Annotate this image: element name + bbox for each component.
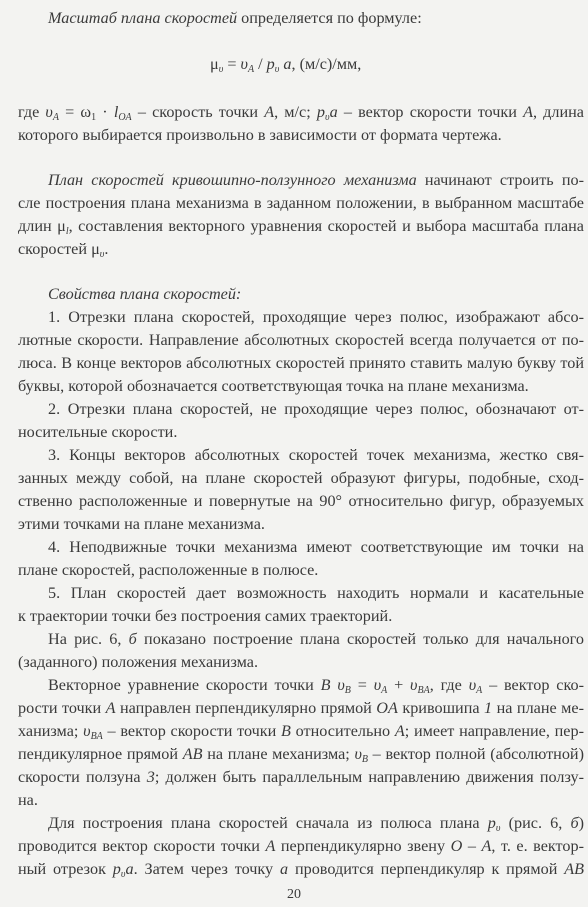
text-line: пендикулярное прямой AB на плане механизма; $\upsilon_B$ – вектор полной (абсолютной) [18, 745, 584, 765]
text-line: буквы, которой обозначается соответствующая точка на плане механизма. [18, 377, 529, 395]
text-line: 1. Отрезки плана скоростей, проходящие через полюс, изображают абсо- [48, 308, 584, 326]
text-line: на. [18, 791, 38, 809]
text-line: плане скоростей, расположенные в полюсе. [18, 561, 319, 579]
text-line: рости точки A направлен перпендикулярно прямой OA кривошипа 1 на плане ме- [18, 699, 584, 717]
text-line: Для построения плана скоростей сначала из полюса плана $p_\upsilon$ (рис. 6, б) [48, 814, 584, 834]
text-line: На рис. 6, б показано построение плана скоростей только для начального [48, 630, 584, 648]
text-line: скорости ползуна 3; должен быть параллельным направлению движения ползу- [18, 768, 585, 786]
text-line: где $\upsilon_A = \omega_1 \cdot l_{OA}$ – скорость точки A, м/с; $p_\upsilon a$ – вектор скорости точки A, длина [18, 103, 584, 123]
text-line: к траектории точки без построения самих траекторий. [18, 607, 393, 625]
text-line: носительные скорости. [18, 423, 178, 441]
text-line: проводится вектор скорости точки A перпендикулярно звену O – A, т. е. вектор- [18, 837, 585, 855]
text-line: ханизма; $\upsilon_{BA}$ – вектор скорости точки B относительно A; имеет направление, пер- [18, 722, 584, 742]
text-line: Масштаб плана скоростей определяется по формуле: [48, 9, 422, 27]
text-line: 3. Концы векторов абсолютных скоростей точек механизма, жестко свя- [48, 446, 584, 464]
text-line: План скоростей кривошипно-ползунного механизма начинают строить по- [48, 171, 584, 189]
text-line: которого выбирается произвольно в зависимости от формата чертежа. [18, 126, 502, 144]
text-line: 2. Отрезки плана скоростей, не проходящие через полюс, обозначают от- [48, 400, 584, 418]
text-line: ственно расположенные и повернутые на 90° относительно фигур, образуемых [18, 492, 584, 510]
text-line: ный отрезок $p_\upsilon a$. Затем через точку a проводится перпендикуляр к прямой AB [18, 860, 585, 880]
text-line: этими точками на плане механизма. [18, 515, 265, 533]
text-line: (заданного) положения механизма. [18, 653, 258, 671]
text-line: длин $\mu_l$, составления векторного уравнения скоростей и выбора масштаба плана [18, 217, 584, 237]
text-line: 5. План скоростей дает возможность находить нормали и касательные [48, 584, 584, 602]
text-line: 4. Неподвижные точки механизма имеют соответствующие им точки на [48, 538, 584, 556]
text-line: лютные скорости. Направление абсолютных скоростей всегда получается от по- [18, 331, 584, 349]
text-line: занных между собой, на плане скоростей образуют фигуры, подобные, сход- [18, 469, 584, 487]
formula-scale: $\mu_\upsilon = \upsilon_A / p_\upsilon$ a, (м/с)/мм, [210, 55, 362, 75]
text-line: сле построения плана механизма в заданном положении, в выбранном масштабе [18, 194, 584, 212]
section-heading: Свойства плана скоростей: [48, 285, 242, 303]
text-line: Векторное уравнение скорости точки B $\upsilon_B = \upsilon_A + \upsilon_{BA}$, где $\upsilon_A$ – вектор ско- [48, 676, 584, 696]
page-number: 20 [287, 887, 301, 902]
text-line: люса. В конце векторов абсолютных скоростей принято ставить малую букву той [18, 354, 584, 372]
text-line: скоростей $\mu_\upsilon$. [18, 240, 109, 260]
